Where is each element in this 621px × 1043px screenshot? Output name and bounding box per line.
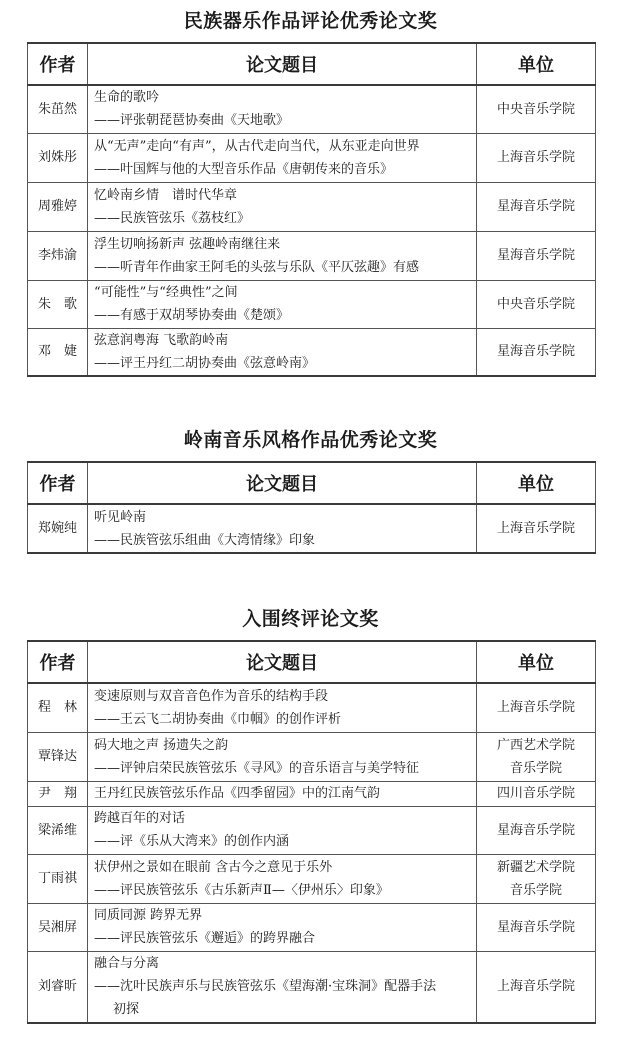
author-cell: 朱 歌 [28,280,88,328]
header-author: 作者 [28,641,88,683]
header-unit: 单位 [477,43,596,85]
title-cell [88,951,477,1023]
paper-title: 状伊州之景如在眼前 含古今之意见于乐外 [94,859,333,875]
unit-cell: 上海音乐学院 [477,683,596,732]
paper-subtitle: ——听青年作曲家王阿毛的头弦与乐队《平仄弦趣》有感 [94,259,420,275]
header-title: 论文题目 [88,641,477,683]
header-title: 论文题目 [88,43,477,85]
award-table-1 [27,42,596,377]
paper-title: 弦意润粤海 飞歌韵岭南 [94,332,229,348]
author-cell: 程 林 [28,683,88,732]
paper-subtitle-continued: 初探 [113,1002,140,1018]
unit-cell: 中央音乐学院 [477,280,596,328]
author-cell: 丁雨祺 [28,854,88,903]
author-cell: 梁浠维 [28,806,88,854]
table-row [28,504,596,553]
author-cell: 周雅婷 [28,182,88,231]
unit-cell: 星海音乐学院 [477,231,596,280]
title-cell [88,781,477,806]
paper-subtitle: ——评张朝琵琶协奏曲《天地歌》 [94,113,290,129]
table-row [28,683,596,732]
title-cell [88,854,477,903]
header-author: 作者 [28,462,88,504]
title-cell [88,85,477,133]
table-row [28,182,596,231]
header-unit: 单位 [477,641,596,683]
unit-cell: 上海音乐学院 [477,504,596,553]
unit-cell: 四川音乐学院 [477,781,596,806]
section-title-2: 岭南音乐风格作品优秀论文奖 [183,429,438,451]
author-cell: 朱茁然 [28,85,88,133]
unit-cell: 星海音乐学院 [477,806,596,854]
paper-subtitle: ——评民族管弦乐《古乐新声Ⅱ—〈伊州乐〉印象》 [94,882,389,898]
unit-cell: 星海音乐学院 [477,328,596,376]
paper-title: 从“无声”走向“有声”，从古代走向当代，从东亚走向世界 [94,138,420,154]
unit-line: 新疆艺术学院 [496,859,575,875]
unit-cell [477,854,596,903]
unit-cell: 中央音乐学院 [477,85,596,133]
paper-subtitle: ——民族管弦乐组曲《大湾情缘》印象 [94,532,316,548]
section-title-1: 民族器乐作品评论优秀论文奖 [183,10,438,32]
table-row [28,951,596,1023]
author-cell: 尹 翔 [28,781,88,806]
title-cell [88,732,477,781]
author-cell: 覃锋达 [28,732,88,781]
table-row [28,806,596,854]
unit-cell: 上海音乐学院 [477,951,596,1023]
header-title: 论文题目 [88,462,477,504]
title-cell [88,182,477,231]
paper-subtitle: ——王云飞二胡协奏曲《巾帼》的创作评析 [94,711,342,727]
paper-title: 码大地之声 扬遗失之韵 [94,737,229,753]
table-row [28,854,596,903]
table-row [28,903,596,951]
paper-title: 生命的歌吟 [94,90,160,106]
paper-title: 听见岭南 [94,509,147,525]
unit-line: 广西艺术学院 [496,737,575,753]
paper-subtitle: ——民族管弦乐《荔枝红》 [94,210,251,226]
paper-subtitle: ——评《乐从大湾来》的创作内涵 [94,834,290,849]
table-row [28,85,596,133]
unit-line: 音乐学院 [509,882,562,898]
unit-line: 音乐学院 [509,760,562,776]
unit-cell: 星海音乐学院 [477,182,596,231]
paper-subtitle: ——评王丹红二胡协奏曲《弦意岭南》 [94,355,316,371]
section-title-3: 入围终评论文奖 [242,608,379,630]
author-cell: 邓 婕 [28,328,88,376]
unit-cell [477,732,596,781]
header-unit: 单位 [477,462,596,504]
table-row [28,133,596,182]
title-cell [88,683,477,732]
paper-subtitle: ——沈叶民族声乐与民族管弦乐《望海潮·宝珠洞》配器手法 [94,979,437,995]
author-cell: 郑婉纯 [28,504,88,553]
title-cell [88,231,477,280]
paper-title: 忆岭南乡情 谱时代华章 [94,187,238,203]
title-cell [88,806,477,854]
title-cell [88,504,477,553]
paper-subtitle: ——叶国辉与他的大型音乐作品《唐朝传来的音乐》 [94,161,394,177]
header-author: 作者 [28,43,88,85]
paper-title: 变速原则与双音音色作为音乐的结构手段 [94,688,329,704]
title-cell [88,280,477,328]
table-row [28,732,596,781]
paper-title: 浮生切响扬新声 弦趣岭南继往来 [94,236,281,252]
title-cell [88,133,477,182]
title-cell [88,903,477,951]
author-cell: 刘睿昕 [28,951,88,1023]
title-cell [88,328,477,376]
unit-cell: 上海音乐学院 [477,133,596,182]
unit-cell: 星海音乐学院 [477,903,596,951]
paper-title: 王丹红民族管弦乐作品《四季留园》中的江南气韵 [94,786,381,801]
award-table-3 [27,640,596,1024]
paper-title: “可能性”与“经典性”之间 [94,285,238,300]
paper-title: 同质同源 跨界无界 [94,908,203,923]
author-cell: 吴湘屏 [28,903,88,951]
table-row [28,781,596,806]
paper-title: 融合与分离 [94,956,160,972]
paper-subtitle: ——有感于双胡琴协奏曲《楚颂》 [94,308,290,323]
paper-subtitle: ——评钟启荣民族管弦乐《寻风》的音乐语言与美学特征 [94,760,420,776]
table-row [28,280,596,328]
table-row [28,328,596,376]
paper-title: 跨越百年的对话 [94,811,186,826]
award-table-2 [27,461,596,554]
paper-subtitle: ——评民族管弦乐《邂逅》的跨界融合 [94,931,316,946]
table-row [28,231,596,280]
author-cell: 刘姝彤 [28,133,88,182]
author-cell: 李炜渝 [28,231,88,280]
